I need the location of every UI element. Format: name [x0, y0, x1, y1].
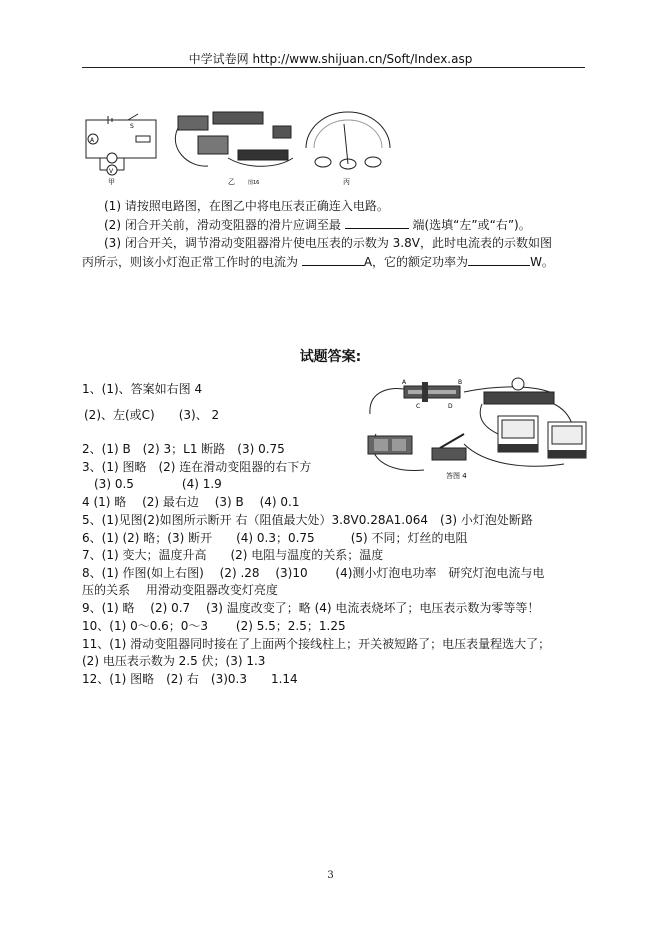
question-2-tail: 端(选填“左”或“右”)。	[412, 218, 531, 232]
circuit-label-A: A	[90, 137, 95, 144]
fig4-label-B: B	[458, 379, 463, 386]
answer-line: 11、(1) 滑动变阻器同时接在了上面两个接线柱上；开关被短路了；电压表量程选大了；	[82, 637, 551, 651]
question-3-text-b: ，此时电流表的示数如图	[419, 236, 552, 250]
answer-line: 7、(1) 变大；温度升高 (2) 电阻与温度的关系；温度	[82, 548, 384, 562]
circuit-diagram-jia	[86, 114, 156, 175]
answer-line: (2) 电压表示数为 2.5 伏；(3) 1.3	[82, 654, 266, 668]
voltmeter-meter	[548, 422, 586, 458]
circuit-label-S: S	[130, 123, 134, 130]
answer-figure-4-caption: 答图 4	[446, 472, 467, 480]
apparatus-photo-yi	[175, 112, 293, 166]
question-3-text: (3) 闭合开关，调节滑动变阻器滑片使电压表的示数为	[104, 236, 389, 250]
answer-line: 10、(1) 0～0.6；0～3 (2) 5.5；2.5；1.25	[82, 619, 346, 633]
answer-line: 8、(1) 作图(如上右图) (2) .28 (3)10 (4)测小灯泡电功率 研究灯泡电流与电	[82, 566, 545, 580]
answer-line: 4 (1) 略 (2) 最右边 (3) B (4) 0.1	[82, 495, 300, 509]
figure-label-yi: 乙	[228, 178, 235, 186]
switch	[432, 434, 466, 460]
question-2-text: (2) 闭合开关前，滑动变阻器的滑片应调至最	[104, 218, 341, 232]
figure-16-caption: 图16	[248, 180, 260, 186]
figure-label-jia: 甲	[108, 178, 115, 186]
fig4-label-A: A	[402, 379, 407, 386]
answer-line: 2、(1) B (2) 3；L1 断路 (3) 0.75	[82, 442, 285, 456]
page-header	[0, 50, 661, 67]
rheostat	[404, 382, 460, 402]
answer-line: 3、(1) 图略 (2) 连在滑动变阻器的右下方	[82, 460, 312, 474]
answer-blank-current[interactable]	[302, 253, 364, 266]
header-rule	[82, 67, 585, 68]
answer-line: (3) 0.5 (4) 1.9	[94, 477, 222, 491]
question-3-line-2	[82, 253, 554, 270]
answers-title: 试题答案:	[299, 349, 362, 365]
answer-line: 压的关系 用滑动变阻器改变灯亮度	[82, 583, 278, 597]
battery-holder	[368, 436, 412, 454]
question-3-unit-a: A，它的额定功率为	[363, 255, 469, 269]
fig4-label-D: D	[448, 403, 453, 410]
question-3-text-c: 丙所示，则该小灯泡正常工作时的电流为	[82, 255, 299, 269]
answer-line: 5、(1)见图(2)如图所示断开 右（阻值最大处）3.8V0.28A1.064 (3) 小灯泡处断路	[82, 513, 533, 527]
lamp-board	[484, 378, 554, 404]
circuit-label-V: V	[109, 168, 114, 175]
fig4-label-C: C	[416, 403, 421, 410]
question-3-voltage: 3.8V	[392, 236, 420, 250]
question-3-unit-w: W。	[530, 255, 554, 269]
answer-line: 6、(1) (2) 略；(3) 断开 (4) 0.3；0.75 (5) 不同；灯丝的电阻	[82, 531, 468, 545]
answer-line: 9、(1) 略 (2) 0.7 (3) 温度改变了；略 (4) 电流表烧坏了；电压表示数为零等等！	[82, 601, 540, 615]
answer-blank-direction[interactable]	[345, 216, 409, 229]
question-3-line-1	[104, 235, 552, 251]
header-url: http://www.shijuan.cn/Soft/Index.asp	[252, 52, 473, 66]
page-number: 3	[327, 870, 334, 881]
ammeter-dial-bing	[306, 112, 390, 169]
figure-16	[78, 108, 408, 188]
figure-label-bing: 丙	[343, 178, 350, 186]
question-1: (1) 请按照电路图，在图乙中将电压表正确连入电路。	[104, 199, 389, 213]
question-2	[104, 216, 531, 233]
answer-blank-power[interactable]	[468, 253, 530, 266]
answer-line: 1、(1)、答案如右图 4	[82, 382, 203, 396]
ammeter-meter	[498, 416, 538, 452]
header-site-name: 中学试卷网	[188, 52, 249, 66]
answer-line: (2)、左(或C) (3)、 2	[84, 408, 220, 422]
answer-figure-4	[364, 374, 590, 482]
answer-line: 12、(1) 图略 (2) 右 (3)0.3 1.14	[82, 672, 298, 686]
